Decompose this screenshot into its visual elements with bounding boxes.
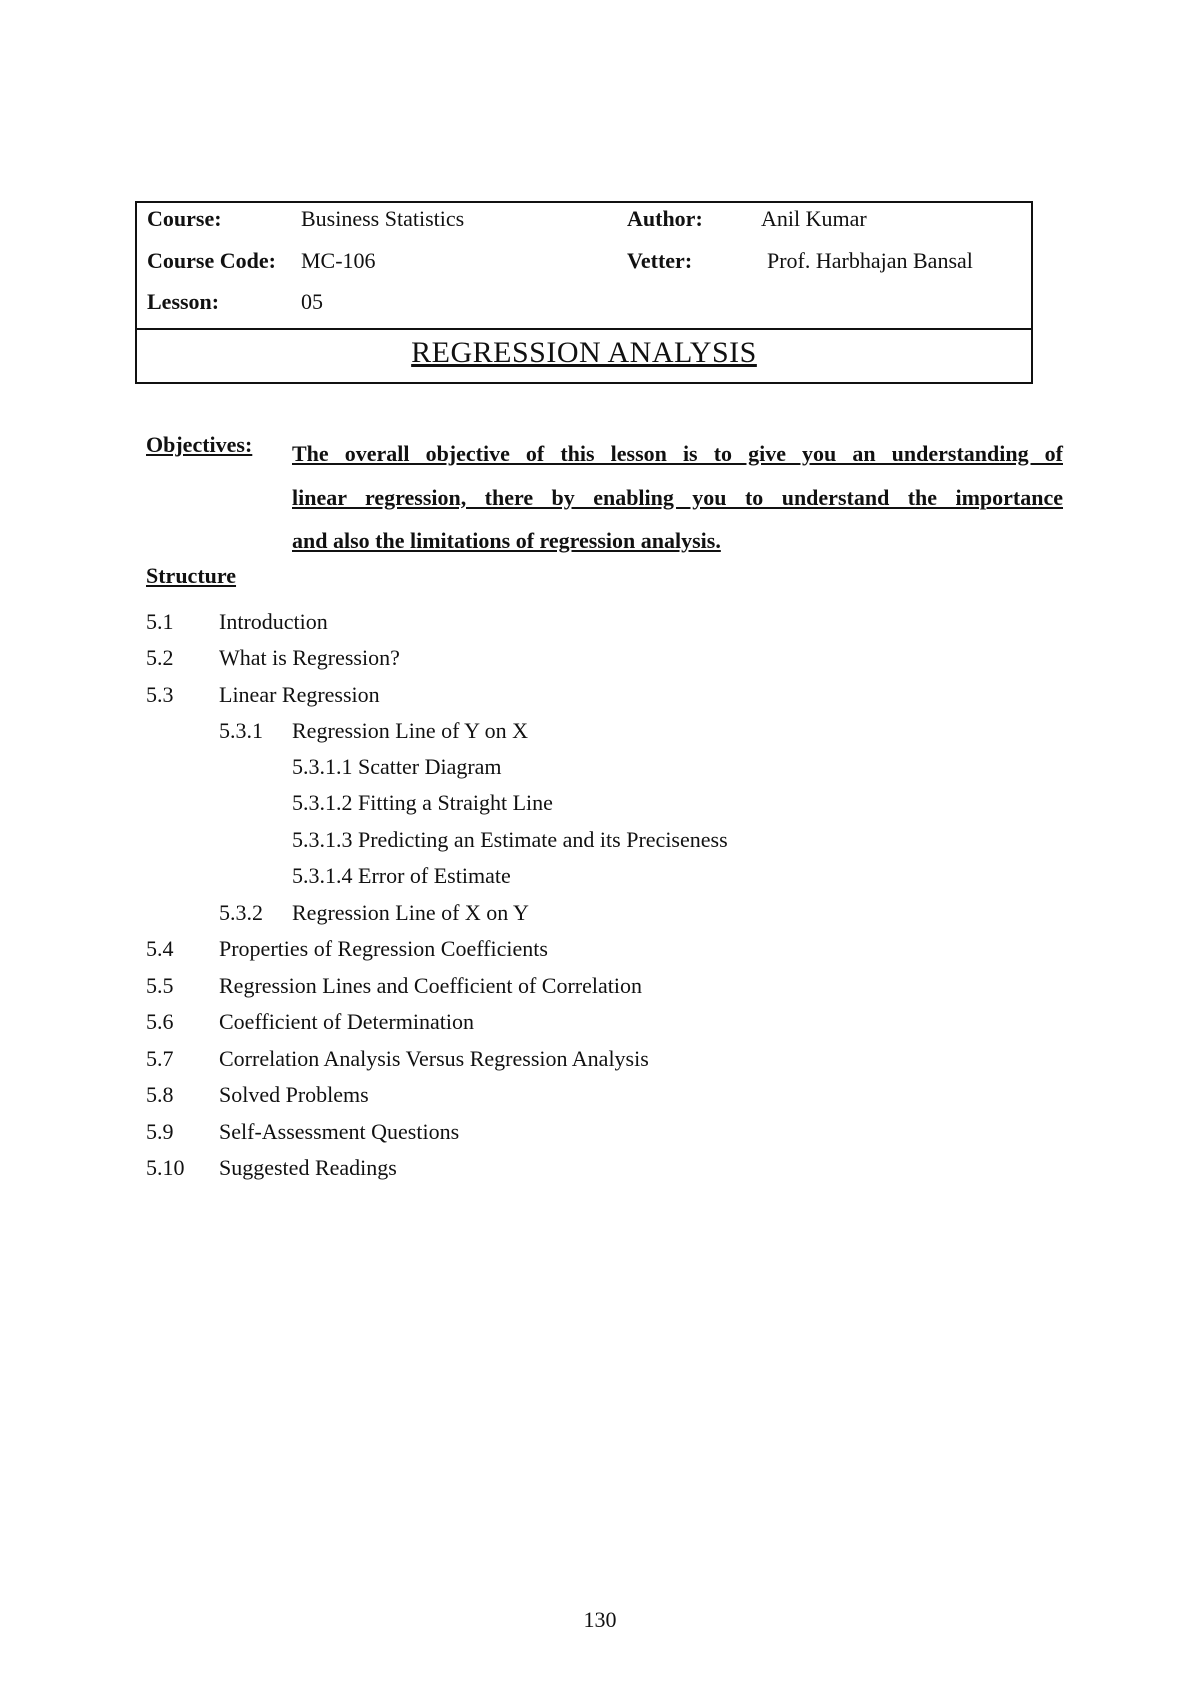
toc-item-title: Introduction: [219, 609, 328, 634]
toc-item-number: 5.6: [146, 1009, 174, 1034]
toc-item-number: 5.4: [146, 936, 174, 961]
toc-item-title: What is Regression?: [219, 645, 400, 670]
toc-item-number: 5.2: [146, 645, 174, 670]
course-value: Business Statistics: [301, 206, 465, 231]
course-code-label: Course Code:: [147, 248, 276, 273]
vetter-value: Prof. Harbhajan Bansal: [767, 248, 973, 273]
toc-item-title: Suggested Readings: [219, 1155, 397, 1180]
toc-item-title: 5.3.1.2 Fitting a Straight Line: [292, 790, 553, 815]
page-number: 130: [583, 1607, 617, 1632]
box-divider: [137, 328, 1031, 330]
toc-item-title: Self-Assessment Questions: [219, 1119, 460, 1144]
toc-item-title: Regression Line of Y on X: [292, 718, 529, 743]
course-info-box: [135, 201, 1033, 384]
lesson-title: REGRESSION ANALYSIS: [411, 336, 757, 369]
toc-item-title: Linear Regression: [219, 682, 380, 707]
vetter-label: Vetter:: [627, 248, 693, 273]
author-label: Author:: [627, 206, 703, 231]
toc-item-title: Regression Line of X on Y: [292, 900, 529, 925]
toc-item-number: 5.10: [146, 1155, 185, 1180]
objectives-text: [292, 432, 1063, 563]
toc-item-number: 5.9: [146, 1119, 174, 1144]
toc-item-title: Properties of Regression Coefficients: [219, 936, 548, 961]
objectives-line: The overall objective of this lesson is to give you an understanding of: [292, 441, 1063, 466]
toc-item-number: 5.3.1: [219, 718, 263, 743]
toc-item-number: 5.1: [146, 609, 174, 634]
toc-item-title: Solved Problems: [219, 1082, 369, 1107]
lesson-value: 05: [301, 289, 323, 314]
toc-item-title: Regression Lines and Coefficient of Correlation: [219, 973, 642, 998]
toc-item-number: 5.7: [146, 1046, 174, 1071]
author-value: Anil Kumar: [761, 206, 867, 231]
objectives-label: Objectives:: [146, 432, 253, 457]
course-label: Course:: [147, 206, 222, 231]
toc-item-title: Coefficient of Determination: [219, 1009, 474, 1034]
toc-item-title: 5.3.1.4 Error of Estimate: [292, 863, 511, 888]
toc-item-title: Correlation Analysis Versus Regression Analysis: [219, 1046, 649, 1071]
toc-item-number: 5.8: [146, 1082, 174, 1107]
toc-item-title: 5.3.1.3 Predicting an Estimate and its Preciseness: [292, 827, 728, 852]
toc-item-number: 5.3: [146, 682, 174, 707]
toc-item-number: 5.3.2: [219, 900, 263, 925]
toc-item-number: 5.5: [146, 973, 174, 998]
course-code-value: MC-106: [301, 248, 376, 273]
objectives-line: and also the limitations of regression analysis.: [292, 528, 721, 553]
structure-heading: Structure: [146, 563, 237, 588]
toc-item-title: 5.3.1.1 Scatter Diagram: [292, 754, 502, 779]
lesson-label: Lesson:: [147, 289, 220, 314]
objectives-line: linear regression, there by enabling you to understand the importance: [292, 484, 1063, 510]
